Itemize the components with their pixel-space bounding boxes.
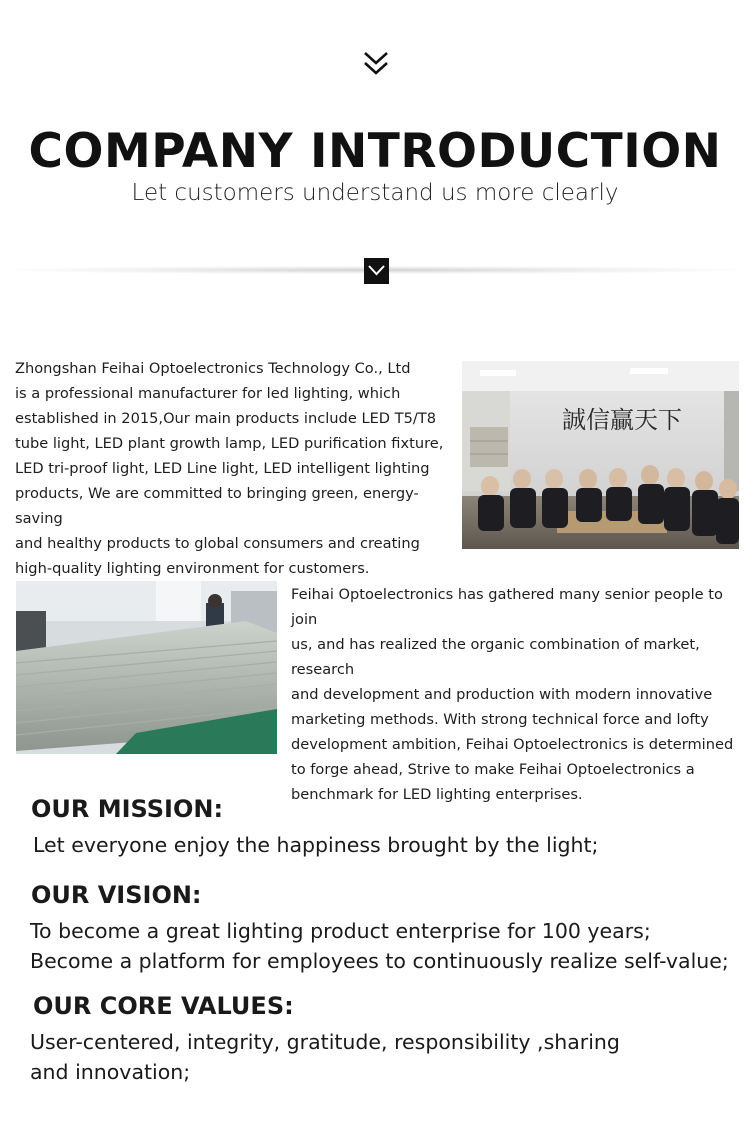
page-subtitle: Let customers understand us more clearly bbox=[131, 180, 619, 206]
double-chevron-down-icon bbox=[362, 50, 390, 78]
page-title: COMPANY INTRODUCTION bbox=[28, 124, 722, 179]
vision-line: To become a great lighting product enterprise for 100 years; bbox=[30, 919, 651, 943]
intro-paragraph-team: Feihai Optoelectronics has gathered many senior people to join us, and has realized the organic combination of market, research and development and production with modern innovative marketing methods. With strong technical force and lofty development ambition, Feihai Optoelectronics is determined to forge ahead, Strive to make Feihai Optoelectronics a benchmark for LED lighting enterprises. bbox=[291, 586, 734, 803]
team-photo bbox=[462, 361, 739, 549]
mission-line: Let everyone enjoy the happiness brought by the light; bbox=[33, 833, 599, 857]
chevron-down-icon bbox=[364, 258, 389, 284]
core-values-line: and innovation; bbox=[30, 1060, 191, 1084]
vision-line: Become a platform for employees to continuously realize self-value; bbox=[30, 949, 729, 973]
calligraphy-text: 誠信贏天下 bbox=[562, 406, 682, 434]
vision-heading: OUR VISION: bbox=[31, 881, 202, 909]
intro-paragraph-company: Zhongshan Feihai Optoelectronics Technology Co., Ltd is a professional manufacturer for led lighting, which established in 2015,Our main products include LED T5/T8 tube light, LED plant growth lamp, LED purification fixture, LED tri-proof light, LED Line light, LED intelligent lighting products, We are committed to bringing green, energy-saving and healthy products to global consumers and creating high-quality lighting environment for customers. bbox=[15, 360, 444, 577]
core-values-line: User-centered, integrity, gratitude, responsibility ,sharing bbox=[30, 1030, 620, 1054]
factory-photo bbox=[16, 581, 277, 754]
mission-heading: OUR MISSION: bbox=[31, 795, 224, 823]
core-values-heading: OUR CORE VALUES: bbox=[33, 992, 294, 1020]
